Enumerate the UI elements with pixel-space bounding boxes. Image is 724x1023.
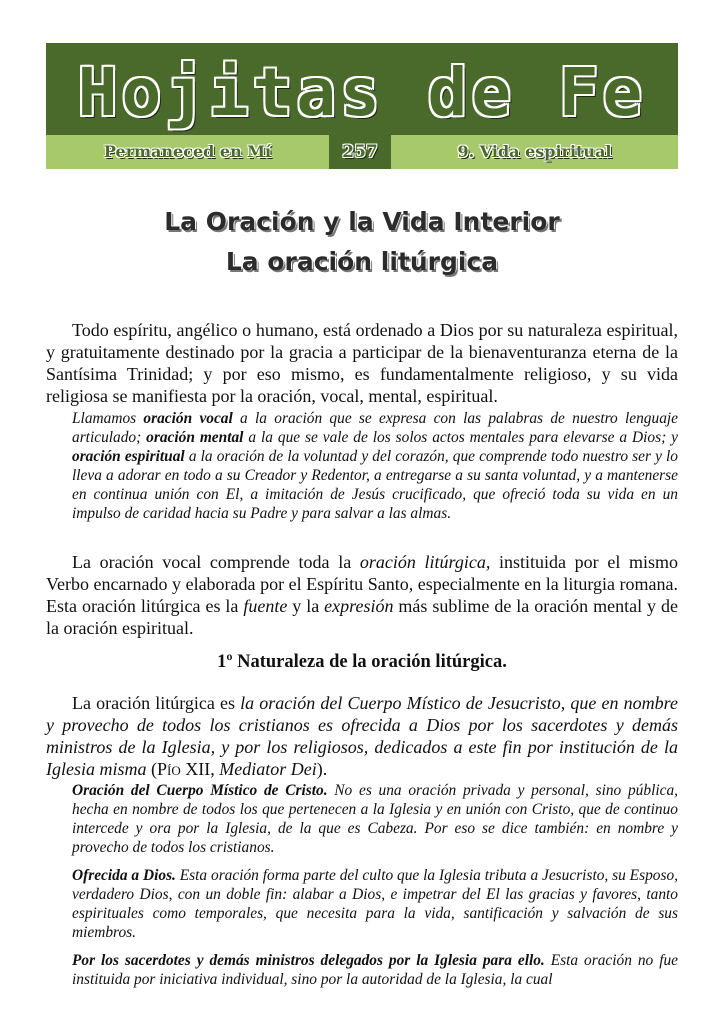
note-1-block xyxy=(46,409,678,523)
section-heading-1: 1º Naturaleza de la oración litúrgica. xyxy=(217,652,507,672)
paragraph-2-block xyxy=(46,551,678,639)
main-title: La Oración y la Vida Interior xyxy=(164,207,560,236)
section-subtitle: 9. Vida espiritual xyxy=(457,142,612,161)
note-4: Por los sacerdotes y demás ministros delegados por la Iglesia para ello. Esta oración no fue instituida por iniciativa individual, sino por la autoridad de la Iglesia, la cual xyxy=(72,952,678,988)
note-3-block xyxy=(46,866,678,942)
series-subtitle: Permaneced en Mí xyxy=(103,142,272,161)
note-2: Oración del Cuerpo Místico de Cristo. No es una oración privada y personal, sino pública, hecha en nombre de todos los que pertenecen a la Iglesia y en unión con Cristo, que de continuo intercede y ora por la Iglesia, de la que es Cabeza. Por eso se dice también: en nombre y provecho de todos los cristianos. xyxy=(72,782,678,856)
publication-title: Hojitas de Fe xyxy=(77,54,647,131)
header-bar xyxy=(46,135,678,169)
issue-number: 257 xyxy=(329,135,391,169)
note-3: Ofrecida a Dios. Esta oración forma parte del culto que la Iglesia tributa a Jesucristo, su Esposo, verdadero Dios, con un doble fin: alabar a Dios, e impetrar del El las gracias y favores, tanto espirituales como temporales, que necesita para la vida, santificación y salvación de sus miembros. xyxy=(72,867,678,941)
paragraph-2: La oración vocal comprende toda la oración litúrgica, instituida por el mismo Verbo encarnado y elaborada por el Espíritu Santo, especialmente en la liturgia romana. Esta oración litúrgica es la fuente y la expresión más sublime de la oración mental y de la oración espiritual. xyxy=(46,552,678,638)
note-2-block xyxy=(46,781,678,857)
note-1: Llamamos oración vocal a la oración que se expresa con las palabras de nuestro lenguaje articulado; oración mental a la que se vale de los solos actos mentales para elevarse a Dios; y oración espiritual a la oración de la voluntad y del corazón, que comprende todo nuestro ser y lo lleva a adorar en todo a su Creador y Redentor, a entregarse a su santa voluntad, y a mantenerse en continua unión con El, a imitación de Jesús crucificado, que ofreció toda su vida en un impulso de caridad hacia su Padre y para salvar a las almas. xyxy=(72,410,678,522)
paragraph-3: La oración litúrgica es la oración del Cuerpo Místico de Jesucristo, que en nombre y provecho de todos los cristianos es ofrecida a Dios por los sacerdotes y demás ministros de la Iglesia, y por los religiosos, dedicados a este fin por institución de la Iglesia misma (Pío XII, Mediator Dei). xyxy=(46,693,678,779)
sub-title: La oración litúrgica xyxy=(225,247,499,276)
note-4-block xyxy=(46,951,678,989)
paragraph-1: Todo espíritu, angélico o humano, está ordenado a Dios por su naturaleza espiritual, y gratuitamente destinado por la gracia a participar de la bienaventuranza eterna de la Santísima Trinidad; y por eso mismo, es fundamentalmente religioso, y su vida religiosa se manifiesta por la oración, vocal, mental, espiritual. xyxy=(46,320,678,406)
paragraph-1-block xyxy=(46,319,678,407)
paragraph-3-block xyxy=(46,692,678,780)
header-banner xyxy=(46,43,678,169)
